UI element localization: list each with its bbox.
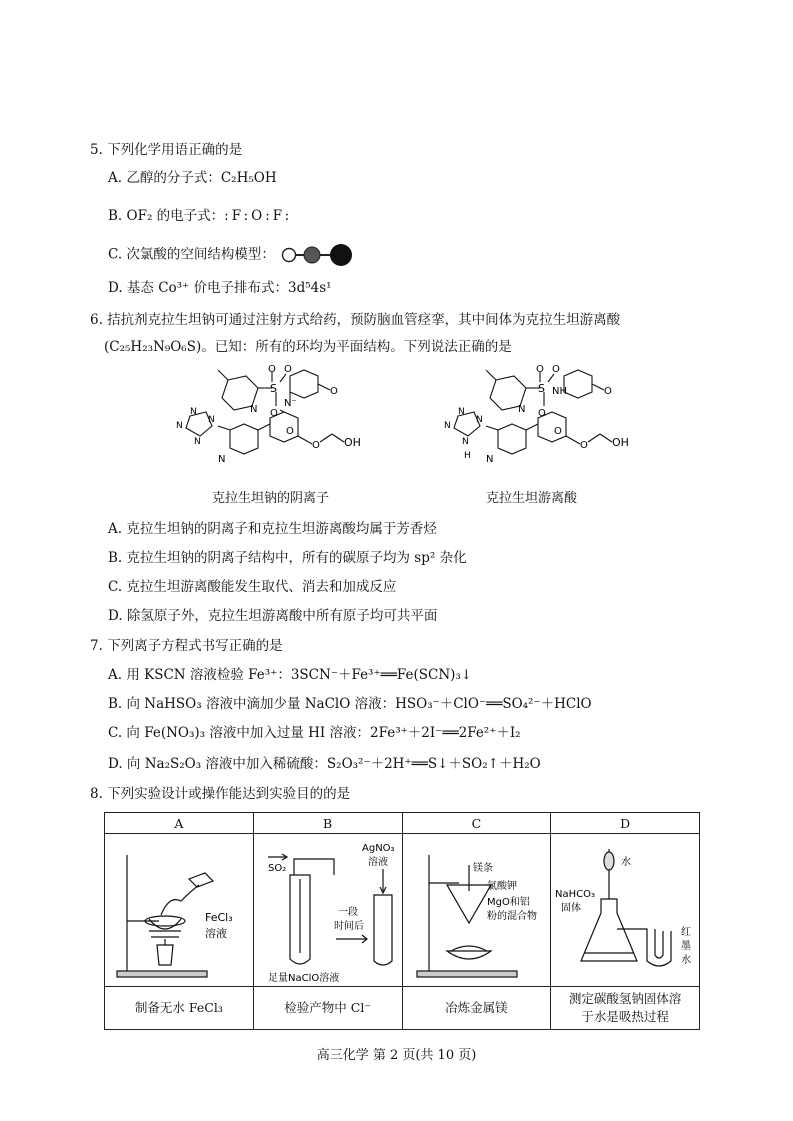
header-d: D bbox=[551, 813, 700, 834]
acid-atom-n-tetrazole1: N bbox=[458, 407, 465, 417]
page-footer: 高三化学 第 2 页(共 10 页) bbox=[316, 1048, 477, 1063]
q5-stem: 5. 下列化学用语正确的是 bbox=[90, 142, 243, 158]
anion-atom-n-tetrazole1: N bbox=[190, 407, 197, 417]
q7-option-a: A. 用 KSCN 溶液检验 Fe³⁺：3SCN⁻＋Fe³⁺══Fe(SCN)₃↓ bbox=[108, 667, 473, 683]
anion-atom-o-methoxy: O bbox=[330, 386, 338, 397]
label-a-solution: 溶液 bbox=[204, 926, 227, 940]
acid-atom-nh: NH bbox=[552, 386, 568, 397]
anion-atom-n-tetrazole2: N bbox=[176, 421, 183, 431]
label-d-nahco3: NaHCO₃ bbox=[555, 888, 596, 900]
q6-stem-line1: 6. 拮抗剂克拉生坦钠可通过注射方式给药，预防脑血管痉挛，其中间体为克拉生坦游离酸 bbox=[90, 312, 621, 328]
label-a-fecl3: FeCl₃ bbox=[204, 910, 233, 924]
q5-option-d bbox=[108, 276, 332, 296]
acid-atom-n-tetrazole3: N bbox=[462, 437, 469, 447]
structure-anion-label: 克拉生坦钠的阴离子 bbox=[212, 491, 330, 506]
acid-atom-o2: O bbox=[552, 364, 560, 375]
caption-d-line2: 于水是吸热过程 bbox=[581, 1009, 669, 1024]
label-d-ink2: 墨 bbox=[681, 940, 692, 952]
q5-a-formula: C₂H₅OH bbox=[220, 170, 277, 186]
acid-atom-o1: O bbox=[536, 364, 544, 375]
label-d-water: 水 bbox=[621, 856, 632, 868]
label-b-naclo: 足量NaClO溶液 bbox=[267, 972, 339, 983]
hclo-ball-model bbox=[279, 242, 357, 268]
acid-atom-o-chain: O bbox=[580, 440, 588, 451]
q5-option-a bbox=[108, 166, 277, 186]
header-a: A bbox=[105, 813, 254, 834]
experiment-header-row bbox=[105, 813, 700, 834]
structure-free-acid bbox=[440, 362, 670, 480]
label-b-agno3: AgNO₃ bbox=[361, 842, 395, 854]
q7-option-c: C. 向 Fe(NO₃)₃ 溶液中加入过量 HI 溶液：2Fe³⁺＋2I⁻══2Fe²⁺＋I₂ bbox=[108, 725, 521, 741]
caption-d bbox=[551, 987, 700, 1030]
acid-atom-o3: O bbox=[538, 408, 546, 419]
structure-acid-label: 克拉生坦游离酸 bbox=[486, 491, 578, 506]
q7-option-b: B. 向 NaHSO₃ 溶液中滴加少量 NaClO 溶液：HSO₃⁻＋ClO⁻══SO₄²⁻＋HClO bbox=[108, 696, 592, 712]
anion-atom-o3: O bbox=[270, 408, 278, 419]
anion-atom-n-minus: N⁻ bbox=[284, 398, 297, 409]
anion-atom-s: S bbox=[270, 382, 277, 395]
apparatus-a bbox=[105, 834, 254, 987]
anion-atom-o1: O bbox=[268, 364, 276, 375]
anion-atom-n-pyridine: N bbox=[250, 404, 258, 415]
anion-atom-o-ether: O bbox=[286, 426, 294, 437]
label-c-kclo3: 氯酸钾 bbox=[486, 880, 517, 892]
label-b-wait2: 时间后 bbox=[333, 920, 364, 932]
label-d-ink1: 红 bbox=[681, 926, 692, 938]
q5-option-c bbox=[108, 242, 357, 268]
label-c-mixture: 粉的混合物 bbox=[486, 910, 537, 922]
acid-atom-n-pyridine2: N bbox=[486, 454, 494, 465]
caption-b: 检验产物中 Cl⁻ bbox=[253, 987, 402, 1030]
q7-option-d: D. 向 Na₂S₂O₃ 溶液中加入稀硫酸：S₂O₃²⁻＋2H⁺══S↓＋SO₂↑＋H₂O bbox=[108, 756, 541, 772]
caption-c: 冶炼金属镁 bbox=[402, 987, 551, 1030]
caption-a: 制备无水 FeCl₃ bbox=[105, 987, 254, 1030]
q6-option-a: A. 克拉生坦钠的阴离子和克拉生坦游离酸均属于芳香烃 bbox=[108, 521, 437, 537]
q5-b-label: B. OF₂ 的电子式： bbox=[108, 208, 225, 224]
q5-b-formula: :F:O:F: bbox=[224, 208, 293, 224]
q7-stem: 7. 下列离子方程式书写正确的是 bbox=[90, 638, 283, 654]
label-c-mg: 镁条 bbox=[472, 862, 493, 874]
acid-atom-n-tetrazole4: N bbox=[476, 415, 483, 425]
structure-anion bbox=[172, 362, 392, 480]
acid-atom-h-tetrazole: H bbox=[464, 451, 471, 461]
experiment-table bbox=[104, 812, 700, 1030]
label-d-solid: 固体 bbox=[561, 902, 582, 914]
label-b-so2: SO₂ bbox=[267, 862, 286, 874]
q6-option-d: D. 除氢原子外，克拉生坦游离酸中所有原子均可共平面 bbox=[108, 608, 438, 624]
q6-stem-line2: (C₂₅H₂₃N₉O₆S)。已知：所有的环均为平面结构。下列说法正确的是 bbox=[104, 339, 512, 355]
q8-stem: 8. 下列实验设计或操作能达到实验目的的是 bbox=[90, 786, 351, 802]
q6-option-c: C. 克拉生坦游离酸能发生取代、消去和加成反应 bbox=[108, 579, 397, 595]
caption-d-line1: 测定碳酸氢钠固体溶 bbox=[568, 991, 682, 1006]
acid-atom-o-methoxy: O bbox=[604, 386, 612, 397]
q6-option-b: B. 克拉生坦钠的阴离子结构中，所有的碳原子均为 sp² 杂化 bbox=[108, 550, 467, 566]
acid-atom-o-ether: O bbox=[554, 426, 562, 437]
label-b-wait1: 一段 bbox=[337, 906, 358, 918]
anion-atom-n-pyridine2: N bbox=[218, 454, 226, 465]
experiment-image-row bbox=[105, 834, 700, 987]
anion-atom-o2: O bbox=[284, 364, 292, 375]
header-b: B bbox=[253, 813, 402, 834]
acid-atom-s: S bbox=[538, 382, 545, 395]
q5-c-label: C. 次氯酸的空间结构模型： bbox=[108, 246, 275, 263]
anion-atom-o-chain: O bbox=[312, 440, 320, 451]
acid-atom-oh: OH bbox=[612, 436, 629, 449]
acid-atom-n-pyridine: N bbox=[518, 404, 526, 415]
q5-d-formula: 3d⁵4s¹ bbox=[288, 280, 332, 296]
acid-atom-n-tetrazole2: N bbox=[444, 421, 451, 431]
q5-option-b bbox=[108, 204, 292, 224]
experiment-caption-row bbox=[105, 987, 700, 1030]
apparatus-d bbox=[551, 834, 700, 987]
q5-a-label: A. 乙醇的分子式： bbox=[108, 170, 221, 186]
label-b-solution: 溶液 bbox=[367, 856, 388, 868]
q5-d-label: D. 基态 Co³⁺ 价电子排布式： bbox=[108, 280, 289, 296]
apparatus-b bbox=[253, 834, 402, 987]
label-d-ink3: 水 bbox=[681, 954, 692, 966]
anion-atom-n-tetrazole4: N bbox=[208, 415, 215, 425]
label-c-mgo-al: MgO和铝 bbox=[486, 896, 530, 908]
anion-atom-n-tetrazole3: N bbox=[194, 437, 201, 447]
header-c: C bbox=[402, 813, 551, 834]
apparatus-c bbox=[402, 834, 551, 987]
anion-atom-oh: OH bbox=[344, 436, 361, 449]
